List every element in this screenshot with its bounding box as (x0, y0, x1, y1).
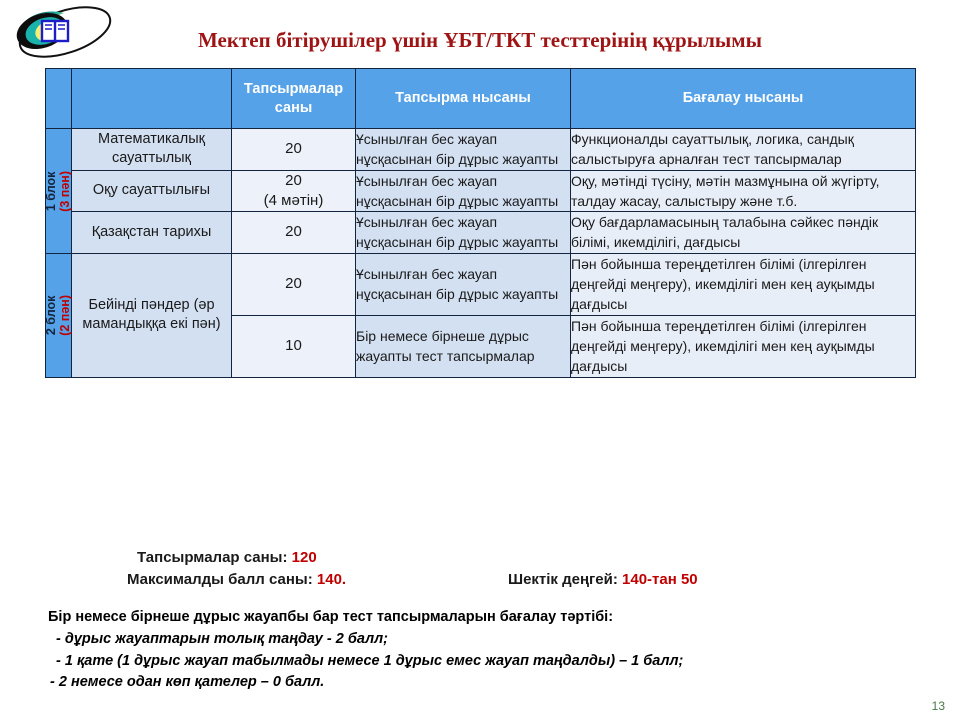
count-value: 20 (285, 275, 302, 293)
block-1-sub-label: (3 пән) (58, 170, 73, 212)
count-cell (232, 315, 356, 377)
count-cell (232, 170, 356, 212)
table-header (46, 69, 916, 129)
block-label-2-rotated (46, 254, 71, 377)
total-tasks-value: 120 (291, 549, 317, 566)
threshold-line (508, 571, 698, 588)
header-task-count: Тапсырмалар саны (232, 69, 356, 129)
table-row (46, 253, 916, 315)
total-tasks-line (137, 549, 317, 566)
max-score-line (127, 571, 346, 588)
header-block-col (46, 69, 72, 129)
open-book-oval-logo-svg (8, 5, 128, 65)
count-note: (4 мәтін) (263, 191, 324, 209)
header-assessment-form: Бағалау нысаны (571, 69, 916, 129)
assessment-cell: Функционалды сауаттылық, логика, сандық салыстыруға арналған тест тапсырмалар (571, 129, 916, 171)
slide-title: Мектеп бітірушілер үшін ҰБТ/ТКТ тесттерінің құрылымы (198, 28, 762, 52)
task-form-cell: Ұсынылған бес жауап нұсқасынан бір дұрыс жауапты (356, 212, 571, 254)
block-label-2 (46, 253, 72, 377)
scoring-note-item: - 1 қате (1 дұрыс жауап табылмады немесе 1 дұрыс емес жауап таңдалды) – 1 балл; (56, 652, 684, 669)
block-2-sub-label: (2 пән) (58, 294, 73, 336)
subject-cell: Оқу сауаттылығы (72, 170, 232, 212)
block-1-main-label: 1 блок (44, 171, 59, 211)
assessment-cell: Оқу, мәтінді түсіну, мәтін мазмұнына ой жүгірту, талдау жасау, салыстыру және т.б. (571, 170, 916, 212)
scoring-notes-heading: Бір немесе бірнеше дұрыс жауапбы бар тест тапсырмаларын бағалау тәртібі: (48, 609, 614, 625)
table-row (46, 129, 916, 171)
subject-cell: Бейінді пәндер (әр мамандыққа екі пән) (72, 253, 232, 377)
total-tasks-label: Тапсырмалар саны: (137, 549, 288, 566)
test-structure-table (45, 68, 916, 378)
count-cell (232, 253, 356, 315)
max-score-label: Максималды балл саны: (127, 571, 313, 588)
organization-logo (8, 5, 128, 65)
task-form-cell: Ұсынылған бес жауап нұсқасынан бір дұрыс жауапты (356, 129, 571, 171)
assessment-cell: Пән бойынша тереңдетілген білімі (ілгерілген деңгейді меңгеру), икемділігі мен кең ауқымды дағдысы (571, 253, 916, 315)
count-cell (232, 129, 356, 171)
block-label-1 (46, 129, 72, 254)
count-value: 20 (285, 140, 302, 158)
scoring-note-item: - дұрыс жауаптарын толық таңдау - 2 балл; (56, 630, 388, 647)
task-form-cell: Ұсынылған бес жауап нұсқасынан бір дұрыс жауапты (356, 253, 571, 315)
count-value: 20 (285, 171, 302, 189)
scoring-notes (48, 607, 928, 694)
assessment-cell: Пән бойынша тереңдетілген білімі (ілгерілген деңгейді меңгеру), икемділігі мен кең ауқымды дағдысы (571, 315, 916, 377)
table-body (46, 129, 916, 378)
scoring-note-item: - 2 немесе одан көп қателер – 0 балл. (50, 674, 325, 691)
threshold-label: Шектік деңгей: (508, 571, 618, 588)
table-row (46, 170, 916, 212)
threshold-value: 140-тан 50 (622, 571, 698, 588)
table-row (46, 212, 916, 254)
task-form-cell: Ұсынылған бес жауап нұсқасынан бір дұрыс жауапты (356, 170, 571, 212)
header-task-form: Тапсырма нысаны (356, 69, 571, 129)
assessment-cell: Оқу бағдарламасының талабына сәйкес пәндік білімі, икемділігі, дағдысы (571, 212, 916, 254)
count-value: 10 (285, 336, 302, 354)
count-value: 20 (285, 223, 302, 241)
page-number: 13 (931, 699, 945, 713)
table-header-row (46, 69, 916, 129)
subject-cell: Қазақстан тарихы (72, 212, 232, 254)
block-label-1-rotated (46, 129, 71, 253)
subject-cell: Математикалық сауаттылық (72, 129, 232, 171)
max-score-value: 140. (316, 571, 347, 588)
task-form-cell: Бір немесе бірнеше дұрыс жауапты тест тапсырмалар (356, 315, 571, 377)
header-subject-col (72, 69, 232, 129)
count-cell (232, 212, 356, 254)
block-2-main-label: 2 блок (44, 295, 59, 335)
